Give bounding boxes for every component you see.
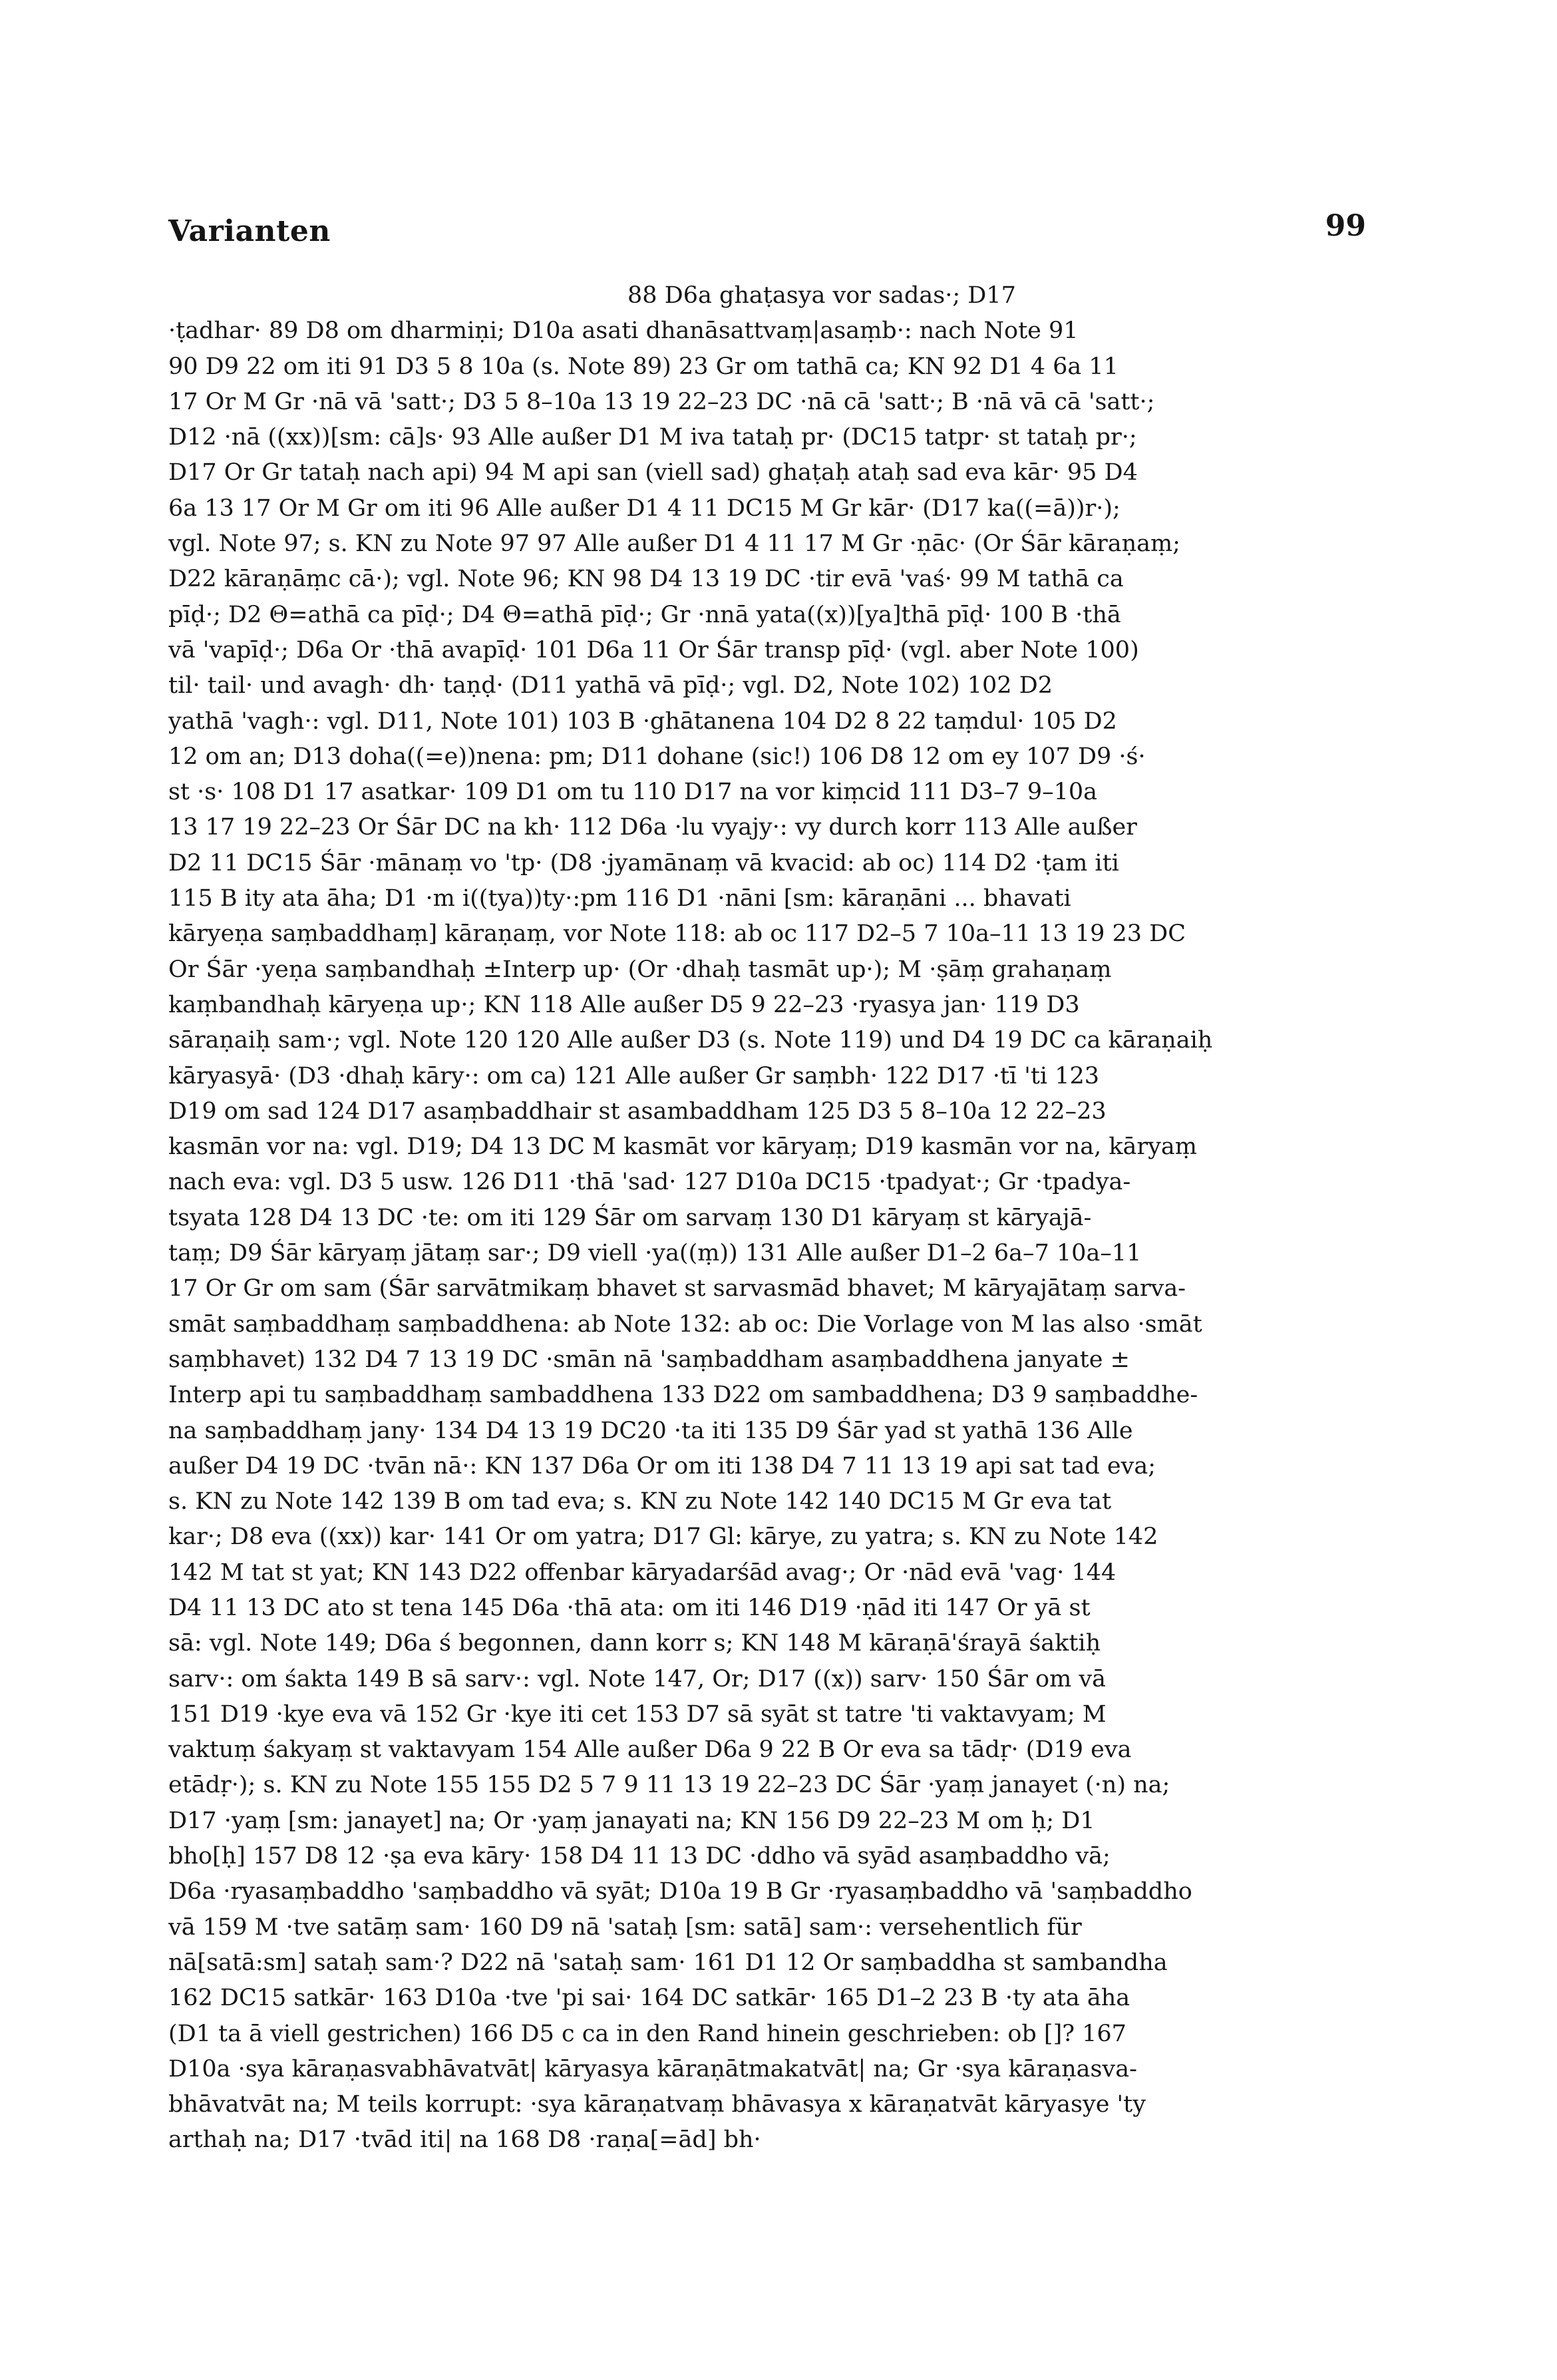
text-line: D19 om sad 124 D17 asaṃbaddhair st asambaddham 125 D3 5 8–10a 12 22–23 [168, 1097, 1107, 1125]
text-line: s. KN zu Note 142 139 B om tad eva; s. KN zu Note 142 140 DC15 M Gr eva tat [168, 1488, 1112, 1515]
text-line: kar·; D8 eva ((xx)) kar· 141 Or om yatra; D17 Gl: kārye, zu yatra; s. KN zu Note 142 [168, 1523, 1158, 1551]
text-line: 17 Or Gr om sam (Śār sarvātmikaṃ bhavet st sarvasmād bhavet; M kāryajātaṃ sarva- [168, 1275, 1186, 1302]
text-line: nā[satā:sm] sataḥ sam·? D22 nā 'sataḥ sam· 161 D1 12 Or saṃbaddha st sambandha [168, 1949, 1168, 1976]
text-line: 151 D19 ·kye eva vā 152 Gr ·kye iti cet 153 D7 sā syāt st tatre 'ti vaktavyam; M [168, 1700, 1107, 1728]
text-line: 13 17 19 22–23 Or Śār DC na kh· 112 D6a ·lu vyajy·: vy durch korr 113 Alle außer [168, 814, 1137, 841]
text-line: Or Śār ·yeṇa saṃbandhaḥ ±Interp up· (Or ·dhaḥ tasmāt up·); M ·ṣāṃ grahaṇaṃ [168, 956, 1112, 983]
text-line: sāraṇaiḥ sam·; vgl. Note 120 120 Alle außer D3 (s. Note 119) und D4 19 DC ca kāraṇaiḥ [168, 1027, 1213, 1054]
text-line: 162 DC15 satkār· 163 D10a ·tve 'pi sai· 164 DC satkār· 165 D1–2 23 B ·ty ata āha [168, 1985, 1130, 2012]
text-line: 17 Or M Gr ·nā vā 'satt·; D3 5 8–10a 13 19 22–23 DC ·nā cā 'satt·; B ·nā vā cā 'satt·; [168, 388, 1155, 415]
text-line: etādṛ·); s. KN zu Note 155 155 D2 5 7 9 11 13 19 22–23 DC Śār ·yaṃ janayet (·n) na; [168, 1772, 1170, 1799]
text-line: D22 kāraṇāṃc cā·); vgl. Note 96; KN 98 D4 13 19 DC ·tir evā 'vaś· 99 M tathā ca [168, 566, 1124, 593]
text-line: kāryasyā· (D3 ·dhaḥ kāry·: om ca) 121 Alle außer Gr saṃbh· 122 D17 ·tī 'ti 123 [168, 1062, 1100, 1090]
text-line: til· tail· und avagh· dh· taṇḍ· (D11 yathā vā pīḍ·; vgl. D2, Note 102) 102 D2 [168, 672, 1053, 699]
text-line: vā 'vapīḍ·; D6a Or ·thā avapīḍ· 101 D6a 11 Or Śār transp pīḍ· (vgl. aber Note 100) [168, 636, 1139, 664]
section-title: Varianten [168, 214, 331, 248]
text-line: vā 159 M ·tve satāṃ sam· 160 D9 nā 'sataḥ [sm: satā] sam·: versehentlich für [168, 1913, 1082, 1941]
text-line: nach eva: vgl. D3 5 usw. 126 D11 ·thā 'sad· 127 D10a DC15 ·tpadyat·; Gr ·tpadya- [168, 1169, 1131, 1196]
text-line: D2 11 DC15 Śār ·mānaṃ vo 'tp· (D8 ·jyamānaṃ vā kvacid: ab oc) 114 D2 ·ṭam iti [168, 849, 1119, 877]
page-number: 99 [1325, 209, 1366, 243]
text-line: (D1 ta ā viell gestrichen) 166 D5 c ca in den Rand hinein geschrieben: ob []? 167 [168, 2020, 1126, 2047]
text-line: außer D4 19 DC ·tvān nā·: KN 137 D6a Or om iti 138 D4 7 11 13 19 api sat tad eva; [168, 1452, 1156, 1480]
text-line: saṃbhavet) 132 D4 7 13 19 DC ·smān nā 'saṃbaddham asaṃbaddhena janyate ± [168, 1346, 1130, 1373]
text-line: D17 Or Gr tataḥ nach api) 94 M api san (viell sad) ghaṭaḥ ataḥ sad eva kār· 95 D4 [168, 459, 1138, 487]
text-line: 88 D6a ghaṭasya vor sadas·; D17 [627, 282, 1016, 309]
text-line: sarv·: om śakta 149 B sā sarv·: vgl. Note 147, Or; D17 ((x)) sarv· 150 Śār om vā [168, 1665, 1107, 1692]
text-line: na saṃbaddhaṃ jany· 134 D4 13 19 DC20 ·ta iti 135 D9 Śār yad st yathā 136 Alle [168, 1417, 1133, 1444]
text-line: 90 D9 22 om iti 91 D3 5 8 10a (s. Note 89) 23 Gr om tathā ca; KN 92 D1 4 6a 11 [168, 353, 1119, 380]
text-line: bhāvatvāt na; M teils korrupt: ·sya kāraṇatvaṃ bhāvasya x kāraṇatvāt kāryasye 'ty [168, 2091, 1146, 2118]
text-line: D4 11 13 DC ato st tena 145 D6a ·thā ata: om iti 146 D19 ·ṇād iti 147 Or yā st [168, 1594, 1091, 1621]
text-line: ·ṭadhar· 89 D8 om dharmiṇi; D10a asati dhanāsattvaṃ|asaṃb·: nach Note 91 [168, 317, 1079, 345]
text-line: D17 ·yaṃ [sm: janayet] na; Or ·yaṃ janayati na; KN 156 D9 22–23 M om ḥ; D1 [168, 1807, 1095, 1834]
text-line: Interp api tu saṃbaddhaṃ sambaddhena 133 D22 om sambaddhena; D3 9 saṃbaddhe- [168, 1382, 1198, 1409]
text-line: 12 om an; D13 doha((=e))nena: pm; D11 dohane (sic!) 106 D8 12 om ey 107 D9 ·ś· [168, 743, 1146, 770]
text-line: kasmān vor na: vgl. D19; D4 13 DC M kasmāt vor kāryaṃ; D19 kasmān vor na, kāryaṃ [168, 1133, 1197, 1161]
text-line: sā: vgl. Note 149; D6a ś begonnen, dann korr s; KN 148 M kāraṇā'śrayā śaktiḥ [168, 1630, 1101, 1657]
text-line: yathā 'vagh·: vgl. D11, Note 101) 103 B ·ghātanena 104 D2 8 22 taṃdul· 105 D2 [168, 707, 1117, 735]
text-line: tsyata 128 D4 13 DC ·te: om iti 129 Śār om sarvaṃ 130 D1 kāryaṃ st kāryajā- [168, 1204, 1092, 1231]
text-line: taṃ; D9 Śār kāryaṃ jātaṃ sar·; D9 viell ·ya((ṃ)) 131 Alle außer D1–2 6a–7 10a–11 [168, 1240, 1142, 1267]
text-line: kāryeṇa saṃbaddhaṃ] kāraṇaṃ, vor Note 118: ab oc 117 D2–5 7 10a–11 13 19 23 DC [168, 920, 1186, 948]
text-line: bho[ḥ] 157 D8 12 ·ṣa eva kāry· 158 D4 11 13 DC ·ddho vā syād asaṃbaddho vā; [168, 1843, 1111, 1870]
text-line: D12 ·nā ((xx))[sm: cā]s· 93 Alle außer D1 M iva tataḥ pr· (DC15 tatpr· st tataḥ pr·; [168, 424, 1137, 451]
text-line: kaṃbandhaḥ kāryeṇa up·; KN 118 Alle außer D5 9 22–23 ·ryasya jan· 119 D3 [168, 991, 1080, 1018]
variant-notes [168, 278, 1366, 2158]
text-line: D10a ·sya kāraṇasvabhāvatvāt| kāryasya kāraṇātmakatvāt| na; Gr ·sya kāraṇasva- [168, 2055, 1137, 2082]
text-line: vgl. Note 97; s. KN zu Note 97 97 Alle außer D1 4 11 17 M Gr ·ṇāc· (Or Śār kāraṇaṃ; [168, 530, 1180, 558]
text-line: D6a ·ryasaṃbaddho 'saṃbaddho vā syāt; D10a 19 B Gr ·ryasaṃbaddho vā 'saṃbaddho [168, 1878, 1192, 1905]
text-line: smāt saṃbaddhaṃ saṃbaddhena: ab Note 132: ab oc: Die Vorlage von M las also ·smāt [168, 1310, 1202, 1338]
running-head [168, 209, 1366, 261]
text-line: 115 B ity ata āha; D1 ·m i((tya))ty·:pm 116 D1 ·nāni [sm: kāraṇāni ... bhavati [168, 885, 1071, 912]
text-line: 6a 13 17 Or M Gr om iti 96 Alle außer D1 4 11 DC15 M Gr kār· (D17 ka((=ā))r·); [168, 495, 1121, 522]
text-line: 142 M tat st yat; KN 143 D22 offenbar kāryadarśād avag·; Or ·nād evā 'vag· 144 [168, 1559, 1117, 1586]
text-line: st ·s· 108 D1 17 asatkar· 109 D1 om tu 110 D17 na vor kiṃcid 111 D3–7 9–10a [168, 779, 1097, 806]
text-line: vaktuṃ śakyaṃ st vaktavyam 154 Alle außer D6a 9 22 B Or eva sa tādṛ· (D19 eva [168, 1736, 1132, 1764]
text-line: pīḍ·; D2 Θ=athā ca pīḍ·; D4 Θ=athā pīḍ·; Gr ·nnā yata((x))[ya]thā pīḍ· 100 B ·thā [168, 601, 1121, 628]
text-line: arthaḥ na; D17 ·tvād iti| na 168 D8 ·raṇa[=ād] bh· [168, 2126, 761, 2154]
